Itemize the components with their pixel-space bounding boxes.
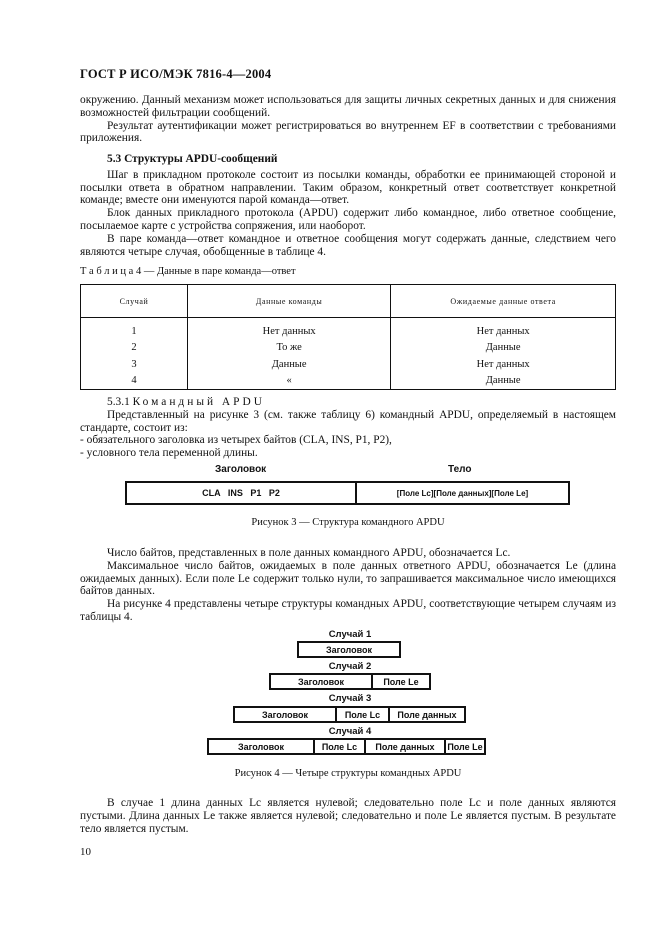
field-le: Поле Le bbox=[371, 675, 429, 688]
table-row bbox=[81, 340, 616, 357]
section-paragraph-3: В паре команда—ответ командное и ответное сообщения могут содержать данные, следствием чего являются четыре случая, обобщенные в таблице 4. bbox=[80, 232, 616, 258]
table-cell: Нет данных bbox=[188, 318, 391, 340]
case-1-label: Случай 1 bbox=[328, 629, 372, 640]
table-title-rest: 4 — Данные в паре команда—ответ bbox=[133, 266, 296, 277]
subsection-5-3-1 bbox=[80, 396, 616, 460]
intro-text bbox=[80, 94, 616, 145]
section-paragraph-1: Шаг в прикладном протоколе состоит из посылки команды, обработки ее принимающей стороной и посылки ответа в обратном направлении. Таким образом, конкретный ответ соответствует конкретной команде; вместе они именуются парой команда—ответ. bbox=[80, 168, 616, 207]
figure-4-intro: На рисунке 4 представлены четыре структуры командных APDU, соответствующие четырем случаям из таблицы 4. bbox=[80, 598, 616, 623]
column-header: Случай bbox=[81, 285, 188, 318]
field-header: Заголовок bbox=[325, 644, 373, 655]
field-header: Заголовок bbox=[261, 709, 309, 720]
table-row bbox=[81, 356, 616, 373]
field-lc: Поле Lc bbox=[335, 708, 388, 721]
list-item: - обязательного заголовка из четырех байтов (CLA, INS, P1, P2), bbox=[80, 434, 392, 447]
le-paragraph: Максимальное число байтов, ожидаемых в поле данных ответного APDU, обозначается Le (длина ожидаемых данных). Если поле Le содержит только нули, то запрашивается максимальное число имеющихся байтов данных. bbox=[80, 559, 616, 598]
field-lc: Поле Lc bbox=[313, 740, 364, 753]
figure-3-header-label: Заголовок bbox=[215, 464, 267, 475]
table-row bbox=[81, 373, 616, 390]
case-3-structure bbox=[233, 706, 466, 723]
field-header: Заголовок bbox=[237, 741, 285, 752]
table-cell: Данные bbox=[391, 373, 616, 390]
table-cell: То же bbox=[188, 340, 391, 357]
case-1-structure bbox=[297, 641, 401, 658]
case-3-label: Случай 3 bbox=[328, 693, 372, 704]
field-data: Поле данных bbox=[364, 740, 444, 753]
table-cell: 1 bbox=[81, 318, 188, 340]
table-cell: « bbox=[188, 373, 391, 390]
column-header: Ожидаемые данные ответа bbox=[391, 285, 616, 318]
table-title-prefix: Т а б л и ц а bbox=[80, 266, 134, 277]
final-text bbox=[80, 797, 616, 835]
table-4-title bbox=[80, 266, 616, 279]
case-2-structure bbox=[269, 673, 431, 690]
intro-paragraph-1: окружению. Данный механизм может использоваться для защиты личных секретных данных и для снижения возможностей фильтрации сообщений. bbox=[80, 94, 616, 119]
table-row bbox=[81, 318, 616, 340]
case-4-structure bbox=[207, 738, 486, 755]
table-cell: Данные bbox=[391, 340, 616, 357]
section-paragraph-2: Блок данных прикладного протокола (APDU) содержит либо командное, либо ответное сообщение, посылаемое карте с устройства сопряжения, или наоборот. bbox=[80, 207, 616, 232]
field-data: Поле данных bbox=[388, 708, 464, 721]
lc-paragraph: Число байтов, представленных в поле данных командного APDU, обозначается Lc. bbox=[107, 547, 511, 559]
figure-3-structure bbox=[125, 481, 570, 505]
final-paragraph: В случае 1 длина данных Lc является нулевой; следовательно поле Lc и поле данных являются пустыми. Длина данных Le также является нулевой; следовательно и поле Le является пустым. В результате тело является пустым. bbox=[80, 797, 616, 835]
subsection-number: 5.3.1 bbox=[107, 396, 130, 408]
case-2-label: Случай 2 bbox=[328, 661, 372, 672]
table-4 bbox=[80, 284, 616, 390]
subsection-title: Командный APDU bbox=[132, 396, 265, 408]
section-5-3 bbox=[80, 153, 616, 258]
table-cell: 4 bbox=[81, 373, 188, 390]
table-cell: 2 bbox=[81, 340, 188, 357]
case-4-label: Случай 4 bbox=[328, 726, 372, 737]
figure-4-caption: Рисунок 4 — Четыре структуры командных APDU bbox=[234, 768, 462, 779]
table-header-row bbox=[81, 285, 616, 318]
lc-le-text bbox=[80, 547, 616, 624]
intro-paragraph-2: Результат аутентификации может регистрироваться во внутреннем EF в соответствии с требованиями приложения. bbox=[80, 119, 616, 145]
table-cell: Нет данных bbox=[391, 356, 616, 373]
field-header: Заголовок bbox=[297, 676, 345, 687]
subsection-heading bbox=[80, 396, 616, 409]
section-title: 5.3 Структуры APDU-сообщений bbox=[107, 153, 278, 165]
table-cell: Нет данных bbox=[391, 318, 616, 340]
figure-3-body-fields: [Поле Lc][Поле данных][Поле Le] bbox=[355, 483, 568, 503]
page-number: 10 bbox=[80, 846, 91, 858]
field-le: Поле Le bbox=[444, 740, 484, 753]
figure-3-body-label: Тело bbox=[448, 464, 472, 475]
list-item: - условного тела переменной длины. bbox=[80, 447, 258, 460]
figure-3-caption: Рисунок 3 — Структура командного APDU bbox=[251, 517, 445, 528]
subsection-paragraph: Представленный на рисунке 3 (см. также таблицу 6) командный APDU, определяемый в настоящем стандарте, состоит из: bbox=[80, 408, 616, 434]
page-header: ГОСТ Р ИСО/МЭК 7816-4—2004 bbox=[80, 67, 272, 81]
table-cell: 3 bbox=[81, 356, 188, 373]
figure-3-header-fields: CLA INS P1 P2 bbox=[202, 488, 280, 498]
column-header: Данные команды bbox=[188, 285, 391, 318]
table-cell: Данные bbox=[188, 356, 391, 373]
